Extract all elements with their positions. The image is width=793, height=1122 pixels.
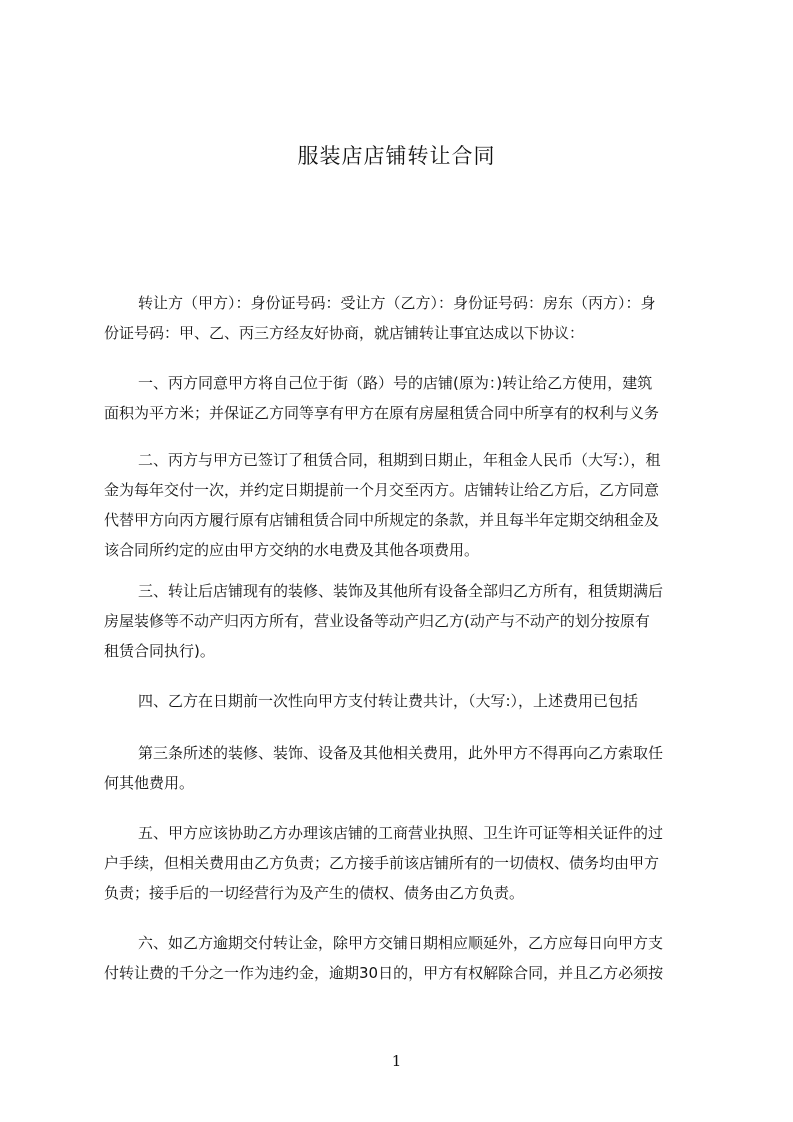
paragraph-line: 负责；接手后的一切经营行为及产生的债权、债务由乙方负责。 [104,884,525,902]
paragraph-line: 五、甲方应该协助乙方办理该店铺的工商营业执照、卫生许可证等相关证件的过 [138,824,664,842]
paragraph-line: 六、如乙方逾期交付转让金，除甲方交铺日期相应顺延外，乙方应每日向甲方支 [138,934,664,952]
paragraph-line: 该合同所约定的应由甲方交纳的水电费及其他各项费用。 [104,541,480,559]
paragraph-clause-6 [104,928,700,988]
paragraph-line: 租赁合同执行)。 [104,642,215,660]
paragraph-clause-5 [104,818,700,908]
paragraph-line: 一、丙方同意甲方将自己位于街（路）号的店铺(原为：)转让给乙方使用，建筑 [138,374,653,392]
paragraph-line: 份证号码：甲、乙、丙三方经友好协商，就店铺转让事宜达成以下协议： [104,324,585,342]
page-number: 1 [391,1052,402,1070]
paragraph-clause-3 [104,576,700,666]
paragraph-line: 代替甲方向丙方履行原有店铺租赁合同中所规定的条款，并且每半年定期交纳租金及 [104,511,660,529]
paragraph-line: 何其他费用。 [104,774,195,792]
paragraph-line: 房屋装修等不动产归丙方所有，营业设备等动产归乙方(动产与不动产的划分按原有 [104,612,650,630]
paragraph-line: 户手续，但相关费用由乙方负责；乙方接手前该店铺所有的一切债权、债务均由甲方 [104,854,660,872]
paragraph-line: 三、转让后店铺现有的装修、装饰及其他所有设备全部归乙方所有，租赁期满后 [138,582,664,600]
paragraph-line: 金为每年交付一次，并约定日期提前一个月交至丙方。店铺转让给乙方后，乙方同意 [104,481,660,499]
document-title: 服装店店铺转让合同 [297,144,496,168]
paragraph-clause-2 [104,445,700,565]
paragraph-line: 第三条所述的装修、装饰、设备及其他相关费用，此外甲方不得再向乙方索取任 [138,744,664,762]
paragraph-line: 二、丙方与甲方已签订了租赁合同，租期到日期止，年租金人民币（大写:），租 [138,451,661,469]
paragraph-line: 四、乙方在日期前一次性向甲方支付转让费共计，（大写:），上述费用已包括 [138,692,639,710]
paragraph-clause-4-continued [104,738,700,798]
paragraph-line: 转让方（甲方）：身份证号码：受让方（乙方）：身份证号码：房东（丙方）：身 [138,294,656,312]
paragraph-clause-1 [104,368,700,428]
paragraph-line: 面积为平方米；并保证乙方同等享有甲方在原有房屋租赁合同中所享有的权利与义务 [104,404,660,422]
paragraph-clause-4 [104,686,700,716]
paragraph-line: 付转让费的千分之一作为违约金，逾期30日的，甲方有权解除合同，并且乙方必须按 [104,964,664,982]
paragraph-parties [104,288,700,348]
